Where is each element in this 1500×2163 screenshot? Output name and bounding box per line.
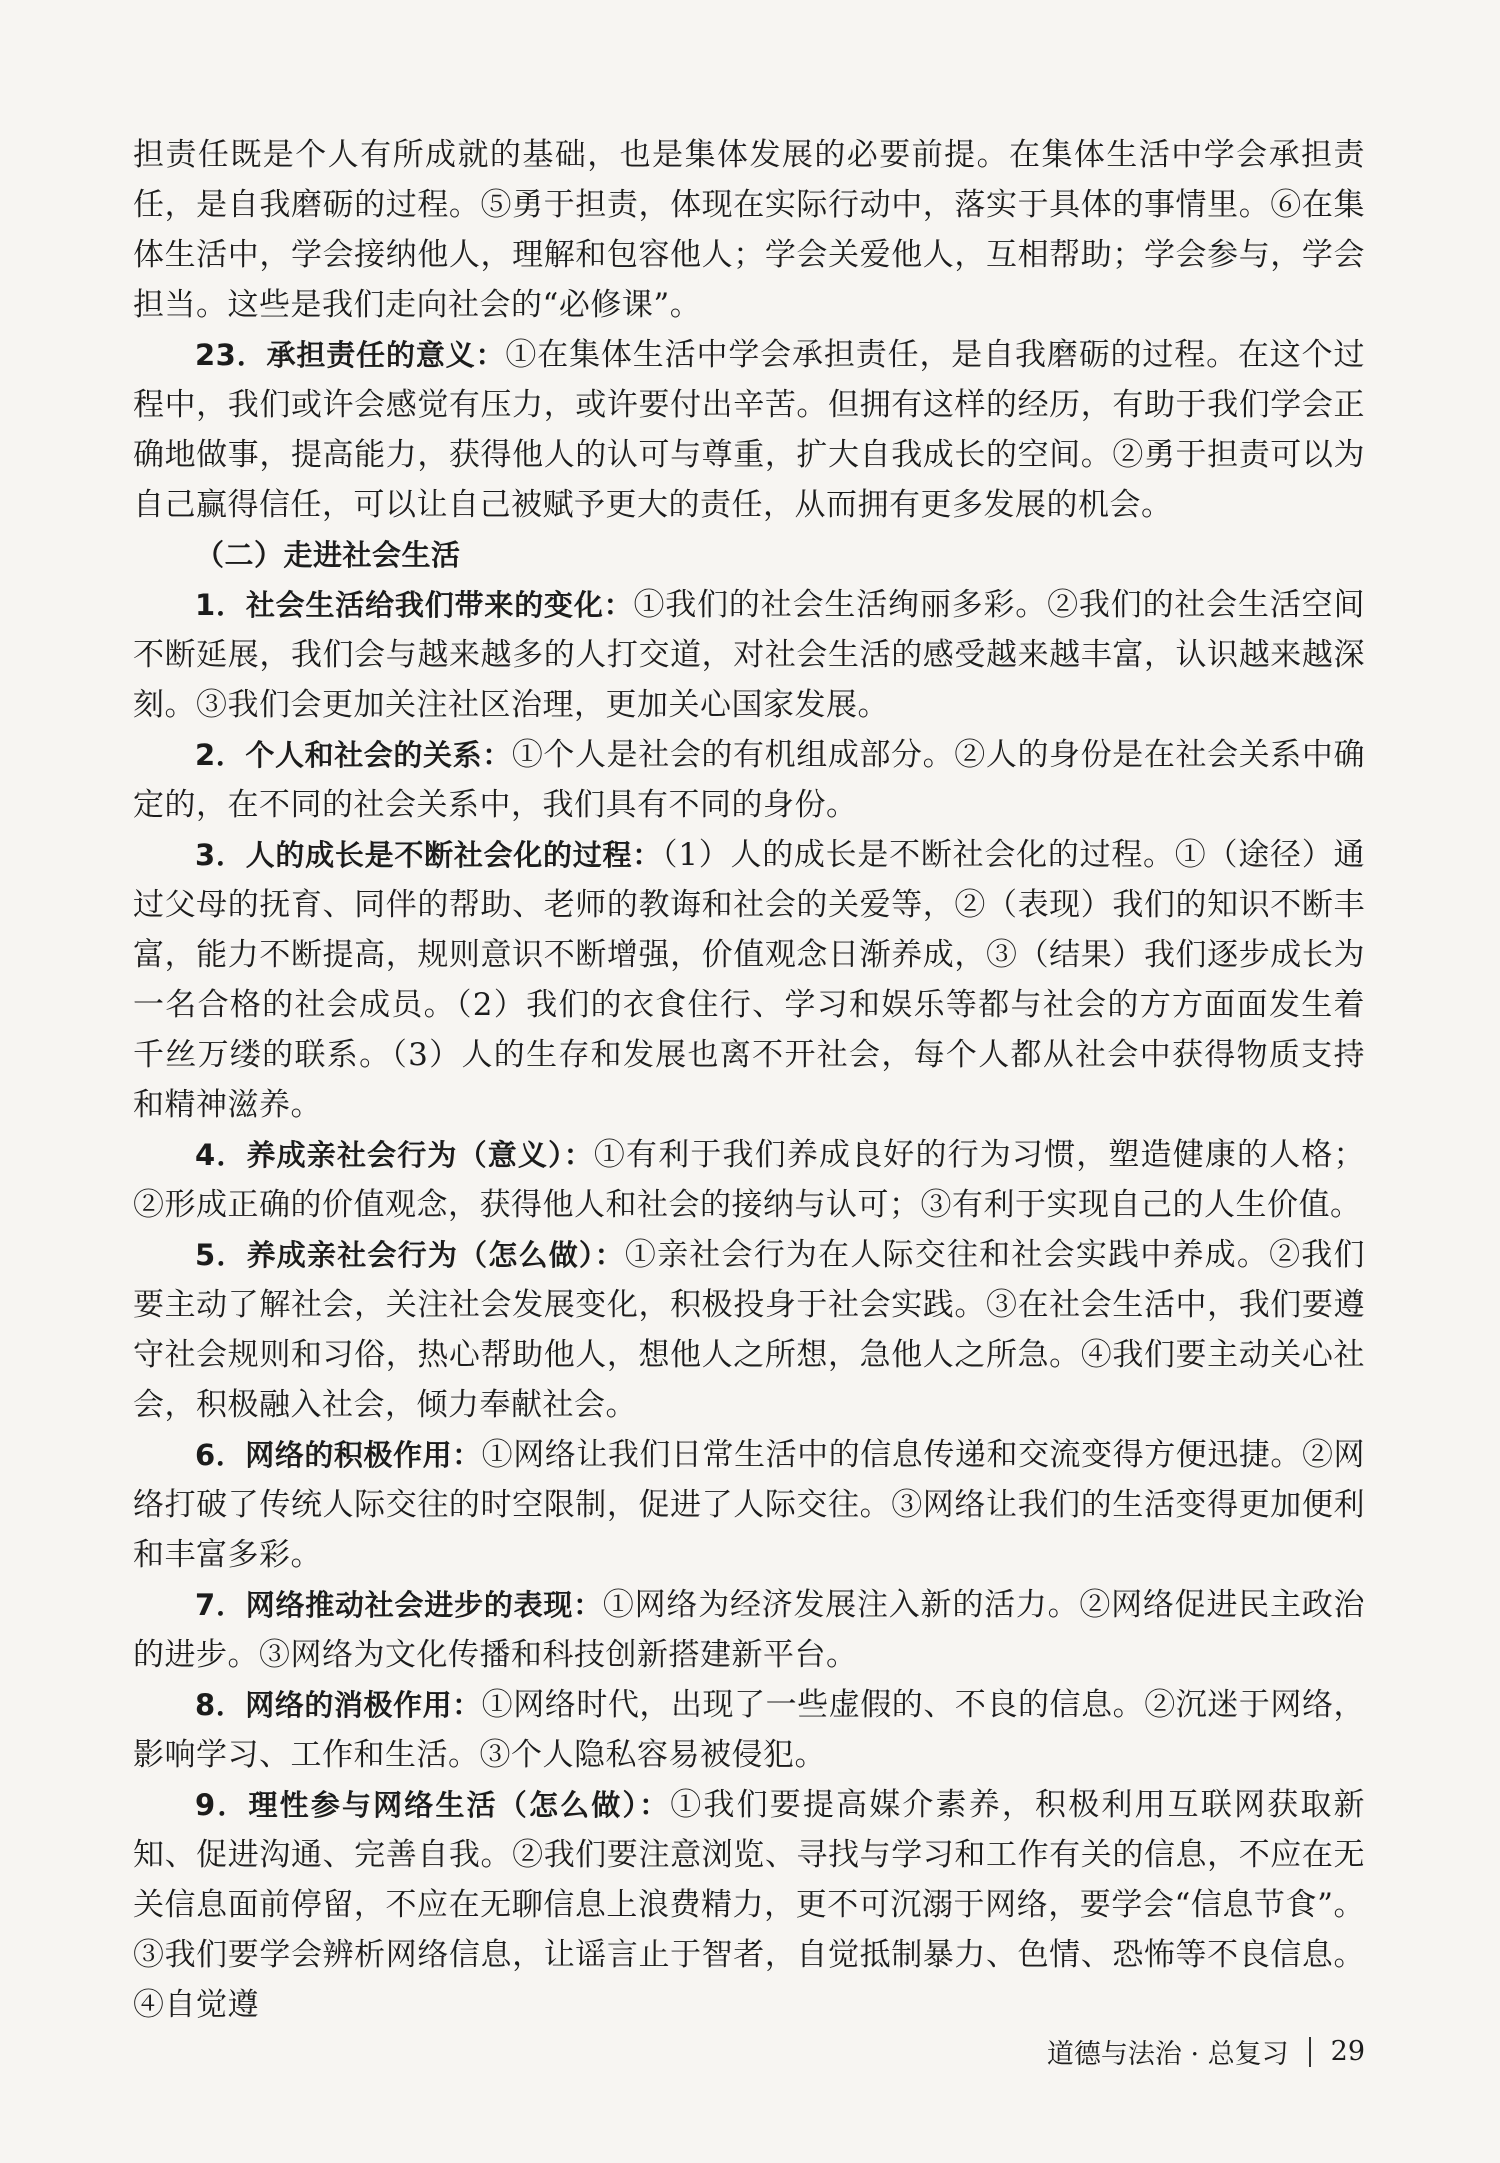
item-5-label: 5．养成亲社会行为（怎么做）： [195, 1238, 625, 1272]
item-1-label: 1．社会生活给我们带来的变化： [195, 588, 634, 622]
item-1 [133, 580, 1365, 730]
item-9-text: ①我们要提高媒介素养，积极利用互联网获取新知、促进沟通、完善自我。②我们要注意浏览、寻找与学习和工作有关的信息，不应在无关信息面前停留，不应在无聊信息上浪费精力，更不可沉溺于网络，要学会“信息节食”。③我们要学会辨析网络信息，让谣言止于智者，自觉抵制暴力、色情、恐怖等不良信息。④自觉遵 [133, 1787, 1365, 2023]
section-title: （二）走进社会生活 [195, 538, 461, 572]
item-23-text: ①在集体生活中学会承担责任，是自我磨砺的过程。在这个过程中，我们或许会感觉有压力，或许要付出辛苦。但拥有这样的经历，有助于我们学会正确地做事，提高能力，获得他人的认可与尊重，扩大自我成长的空间。②勇于担责可以为自己赢得信任，可以让自己被赋予更大的责任，从而拥有更多发展的机会。 [133, 337, 1366, 523]
item-2-text: ①个人是社会的有机组成部分。②人的身份是在社会关系中确定的，在不同的社会关系中，我们具有不同的身份。 [133, 737, 1365, 823]
item-7-text: ①网络为经济发展注入新的活力。②网络促进民主政治的进步。③网络为文化传播和科技创新搭建新平台。 [133, 1587, 1366, 1673]
item-4 [133, 1130, 1365, 1230]
page-body [133, 130, 1365, 2030]
intro-paragraph: 担责任既是个人有所成就的基础，也是集体发展的必要前提。在集体生活中学会承担责任，是自我磨砺的过程。⑤勇于担责，体现在实际行动中，落实于具体的事情里。⑥在集体生活中，学会接纳他人，理解和包容他人；学会关爱他人，互相帮助；学会参与，学会担当。这些是我们走向社会的“必修课”。 [133, 137, 1365, 323]
footer-divider [1309, 2037, 1311, 2067]
page-footer [1047, 2032, 1365, 2071]
item-6-label: 6．网络的积极作用： [195, 1438, 482, 1472]
item-8-label: 8．网络的消极作用： [195, 1688, 482, 1722]
item-6-text: ①网络让我们日常生活中的信息传递和交流变得方便迅捷。②网络打破了传统人际交往的时空限制，促进了人际交往。③网络让我们的生活变得更加便利和丰富多彩。 [133, 1437, 1365, 1573]
item-23 [133, 330, 1365, 530]
item-8-text: ①网络时代，出现了一些虚假的、不良的信息。②沉迷于网络，影响学习、工作和生活。③个人隐私容易被侵犯。 [133, 1687, 1365, 1773]
item-9 [133, 1780, 1365, 2030]
item-4-label: 4．养成亲社会行为（意义）： [195, 1138, 594, 1172]
item-2 [133, 730, 1365, 830]
item-3-label: 3．人的成长是不断社会化的过程： [195, 838, 663, 872]
item-6 [133, 1430, 1365, 1580]
page-number: 29 [1330, 2036, 1365, 2067]
item-3-text: （1）人的成长是不断社会化的过程。①（途径）通过父母的抚育、同伴的帮助、老师的教诲和社会的关爱等，②（表现）我们的知识不断丰富，能力不断提高，规则意识不断增强，价值观念日渐养成，③（结果）我们逐步成长为一名合格的社会成员。（2）我们的衣食住行、学习和娱乐等都与社会的方方面面发生着千丝万缕的联系。（3）人的生存和发展也离不开社会，每个人都从社会中获得物质支持和精神滋养。 [133, 837, 1365, 1123]
book-title: 道德与法治 · 总复习 [1046, 2039, 1289, 2070]
item-9-label: 9．理性参与网络生活（怎么做）： [195, 1788, 671, 1822]
item-4-text: ①有利于我们养成良好的行为习惯，塑造健康的人格；②形成正确的价值观念，获得他人和社会的接纳与认可；③有利于实现自己的人生价值。 [133, 1137, 1366, 1223]
item-1-text: ①我们的社会生活绚丽多彩。②我们的社会生活空间不断延展，我们会与越来越多的人打交道，对社会生活的感受越来越丰富，认识越来越深刻。③我们会更加关注社区治理，更加关心国家发展。 [133, 587, 1365, 723]
item-7 [133, 1580, 1365, 1680]
item-7-label: 7．网络推动社会进步的表现： [195, 1588, 603, 1622]
item-23-label: 23．承担责任的意义： [195, 338, 506, 372]
item-2-label: 2．个人和社会的关系： [195, 738, 512, 772]
item-5 [133, 1230, 1365, 1430]
item-3 [133, 830, 1365, 1130]
item-8 [133, 1680, 1365, 1780]
item-5-text: ①亲社会行为在人际交往和社会实践中养成。②我们要主动了解社会，关注社会发展变化，积极投身于社会实践。③在社会生活中，我们要遵守社会规则和习俗，热心帮助他人，想他人之所想，急他人之所急。④我们要主动关心社会，积极融入社会，倾力奉献社会。 [133, 1237, 1366, 1423]
